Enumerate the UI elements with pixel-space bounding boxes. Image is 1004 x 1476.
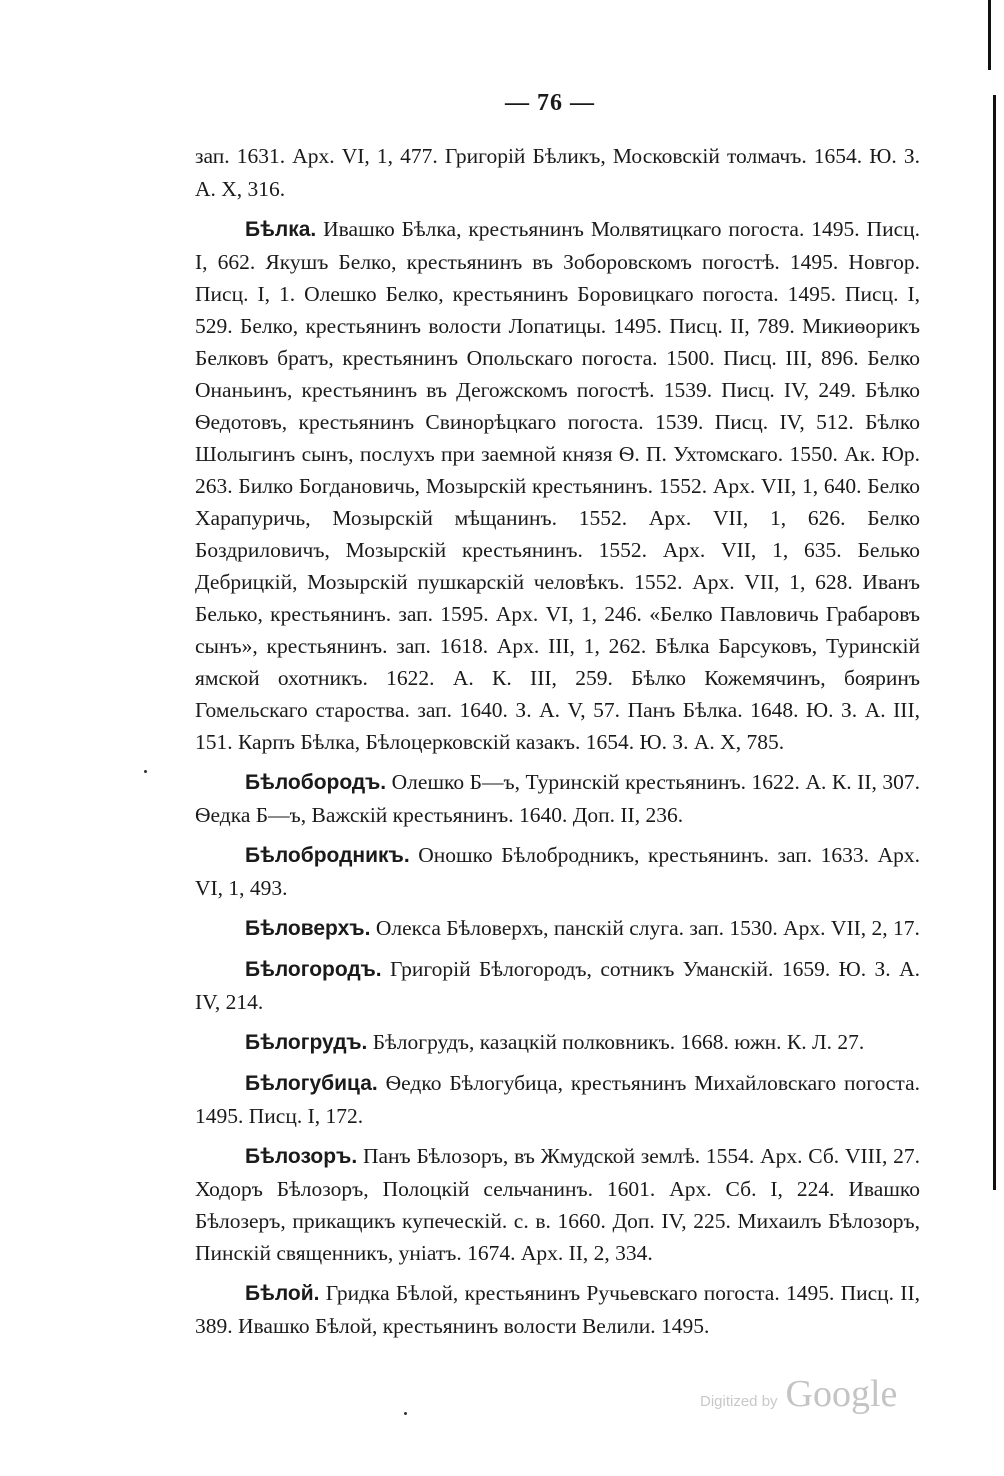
headword: Бѣлогородъ. (245, 958, 382, 981)
entry-text: Гридка Бѣлой, крестьянинъ Ручьевскаго погоста. 1495. Писц. II, 389. Ивашко Бѣлой, крестьянинъ волости Велили. 1495. (195, 1281, 920, 1338)
headword: Бѣлобородъ. (245, 771, 387, 794)
entry-text: Ѳедко Бѣлогубица, крестьянинъ Михайловскаго погоста. 1495. Писц. I, 172. (195, 1071, 920, 1128)
entry (195, 1026, 920, 1059)
headword: Бѣлобродникъ. (245, 844, 410, 867)
entry (195, 912, 920, 945)
entry-text: Ивашко Бѣлка, крестьянинъ Молвятицкаго погоста. 1495. Писц. I, 662. Якушъ Белко, крестьянинъ въ Зоборовскомъ погостѣ. 1495. Новгор. Писц. I, 1. Олешко Белко, крестьянинъ Боровицкаго погоста. 1495. Писц. I, 529. Белко, крестьянинъ волости Лопатицы. 1495. Писц. II, 789. Микиѳорикъ Белковъ братъ, крестьянинъ Опольскаго погоста. 1500. Писц. III, 896. Белко Онаньинъ, крестьянинъ въ Дегожскомъ погостѣ. 1539. Писц. IV, 249. Бѣлко Ѳедотовъ, крестьянинъ Свинорѣцкаго погоста. 1539. Писц. IV, 512. Бѣлко Шолыгинъ сынъ, послухъ при заемной князя Ѳ. П. Ухтомскаго. 1550. Ак. Юр. 263. Билко Богдановичь, Мозырскій крестьянинъ. 1552. Арх. VII, 1, 640. Белко Харапуричь, Мозырскій мѣщанинъ. 1552. Арх. VII, 1, 626. Белко Боздриловичъ, Мозырскій крестьянинъ. 1552. Арх. VII, 1, 635. Белько Дебрицкій, Мозырскій пушкарскій человѣкъ. 1552. Арх. VII, 1, 628. Иванъ Белько, крестьянинъ. зап. 1595. Арх. VI, 1, 246. «Белко Павловичь Грабаровъ сынъ», крестьянинъ. зап. 1618. Арх. III, 1, 262. Бѣлка Барсуковъ, Туринскій ямской охотникъ. 1622. А. К. III, 259. Бѣлко Кожемячинъ, бояринъ Гомельскаго староства. зап. 1640. З. А. V, 57. Панъ Бѣлка. 1648. Ю. З. А. III, 151. Карпъ Бѣлка, Бѣлоцерковскій казакъ. 1654. Ю. З. А. X, 785. (195, 217, 920, 754)
entry-text: зап. 1631. Арх. VI, 1, 477. Григорій Бѣликъ, Московскій толмачъ. 1654. Ю. З. А. X, 316. (195, 144, 920, 201)
page-number: — 76 — (505, 90, 595, 116)
digitized-by-text: Digitized by (700, 1393, 778, 1410)
scan-speck (144, 770, 147, 773)
scan-edge-line-top (988, 0, 991, 70)
headword: Бѣлозоръ. (245, 1145, 358, 1168)
entry-text: Григорій Бѣлогородъ, сотникъ Уманскій. 1659. Ю. З. А. IV, 214. (195, 957, 920, 1014)
digitized-watermark (700, 1372, 898, 1415)
scan-edge-line-right (993, 95, 996, 1190)
entry (195, 1140, 920, 1269)
entry (195, 140, 920, 205)
entry-text: Панъ Бѣлозоръ, въ Жмудской землѣ. 1554. Арх. Сб. VIII, 27. Ходоръ Бѣлозоръ, Полоцкій сельчанинъ. 1601. Арх. Сб. I, 224. Ивашко Бѣлозеръ, прикащикъ купеческій. с. в. 1660. Доп. IV, 225. Михаилъ Бѣлозоръ, Пинскій священникъ, уніатъ. 1674. Арх. II, 2, 334. (195, 1144, 920, 1265)
headword: Бѣлогубица. (245, 1072, 378, 1095)
text-body (195, 140, 920, 1350)
headword: Бѣловерхъ. (245, 917, 371, 940)
entry (195, 839, 920, 904)
headword: Бѣлка. (245, 218, 317, 241)
entry-text: Бѣлогрудъ, казацкій полковникъ. 1668. южн. К. Л. 27. (367, 1030, 865, 1054)
headword: Бѣлой. (245, 1282, 320, 1305)
entry (195, 1277, 920, 1342)
entry (195, 766, 920, 831)
headword: Бѣлогрудъ. (245, 1031, 368, 1054)
entry-text: Олешко Б—ъ, Туринскій крестьянинъ. 1622. А. К. II, 307. Ѳедка Б—ъ, Важскій крестьянинъ. 1640. Доп. II, 236. (195, 770, 920, 827)
entry (195, 213, 920, 758)
scan-speck (404, 1412, 407, 1415)
entry-text: Оношко Бѣлобродникъ, крестьянинъ. зап. 1633. Арх. VI, 1, 493. (195, 843, 920, 900)
entry (195, 953, 920, 1018)
entry (195, 1067, 920, 1132)
google-logo: Google (785, 1373, 898, 1415)
entry-text: Олекса Бѣловерхъ, панскій слуга. зап. 1530. Арх. VII, 2, 17. (370, 916, 920, 940)
